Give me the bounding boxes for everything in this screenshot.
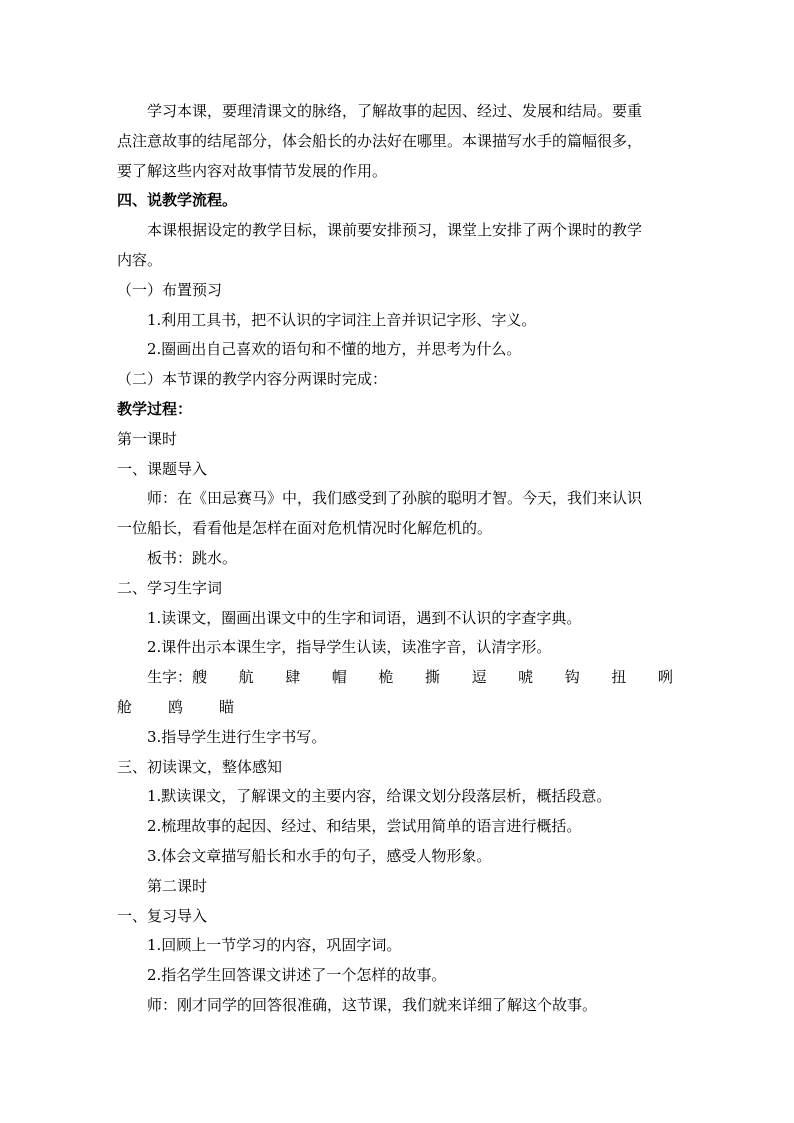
list-item: 3.体会文章描写船长和水手的句子，感受人物形象。: [147, 846, 492, 865]
character: 逗: [471, 668, 487, 687]
paragraph-line: 师：刚才同学的回答很准确，这节课，我们就来详细了解这个故事。: [147, 995, 598, 1014]
character: 唬: [518, 668, 534, 687]
character: 舱: [117, 697, 133, 716]
character: 瞄: [219, 697, 235, 716]
character: 桅: [378, 668, 394, 687]
subsection-title: （二）本节课的教学内容分两课时完成：: [117, 370, 388, 389]
board-note: 板书：跳水。: [147, 548, 238, 567]
list-item: 1.读课文，圈画出课文中的生字和词语，遇到不认识的字查字典。: [147, 608, 582, 627]
character: 咧: [657, 668, 673, 687]
character: 鸥: [168, 697, 184, 716]
paragraph-line: 点注意故事的结尾部分，体会船长的办法好在哪里。本课描写水手的篇幅很多，: [117, 131, 643, 150]
paragraph-line: 学习本课，要理清课文的脉络，了解故事的起因、经过、发展和结局。要重: [147, 102, 643, 120]
step-title: 二、学习生字词: [117, 578, 223, 597]
character: 撕: [424, 668, 440, 687]
list-item: 1.利用工具书，把不认识的字词注上音并识记字形、字义。: [147, 310, 537, 329]
list-item: 2.梳理故事的起因、经过、和结果，尝试用简单的语言进行概括。: [147, 817, 582, 836]
paragraph-line: 师：在《田忌赛马》中，我们感受到了孙膑的聪明才智。今天，我们来认识: [147, 489, 643, 508]
chars-label: 生字：: [147, 668, 193, 687]
step-title: 一、复习导入: [117, 906, 208, 925]
subsection-title: （一）布置预习: [117, 280, 223, 299]
character: 扭: [611, 668, 627, 687]
character: 帽: [331, 668, 347, 687]
new-characters-line: [147, 663, 673, 693]
list-item: 1.回顾上一节学习的内容，巩固字词。: [147, 936, 402, 955]
paragraph-line: 要了解这些内容对故事情节发展的作用。: [117, 161, 388, 180]
paragraph-line: 本课根据设定的教学目标，课前要安排预习，课堂上安排了两个课时的教学: [147, 221, 643, 240]
chars-label-and-first: [147, 663, 207, 693]
character: 钩: [564, 668, 580, 687]
character: 肆: [285, 668, 301, 687]
process-heading: 教学过程：: [117, 399, 193, 418]
section-heading: 四、说教学流程。: [117, 191, 238, 210]
lesson-title: 第一课时: [117, 429, 178, 448]
character: 艘: [192, 668, 208, 687]
list-item: 3.指导学生进行生字书写。: [147, 727, 327, 746]
new-characters-row: [117, 663, 677, 693]
step-title: 三、初读课文，整体感知: [117, 757, 283, 776]
lesson-title: 第二课时: [147, 876, 208, 895]
paragraph-line: 内容。: [117, 250, 163, 269]
list-item: 2.圈画出自己喜欢的语句和不懂的地方，并思考为什么。: [147, 340, 522, 359]
list-item: 2.课件出示本课生字，指导学生认读，读准字音，认清字形。: [147, 638, 552, 657]
new-characters-row-2: [117, 693, 677, 723]
list-item: 2.指名学生回答课文讲述了一个怎样的故事。: [147, 966, 447, 985]
paragraph-line: 一位船长，看看他是怎样在面对危机情况时化解危机的。: [117, 519, 493, 538]
character: 航: [238, 668, 254, 687]
list-item: 1.默读课文，了解课文的主要内容，给课文划分段落层析，概括段意。: [147, 787, 612, 806]
step-title: 一、课题导入: [117, 459, 208, 478]
document-page: [117, 97, 677, 1021]
